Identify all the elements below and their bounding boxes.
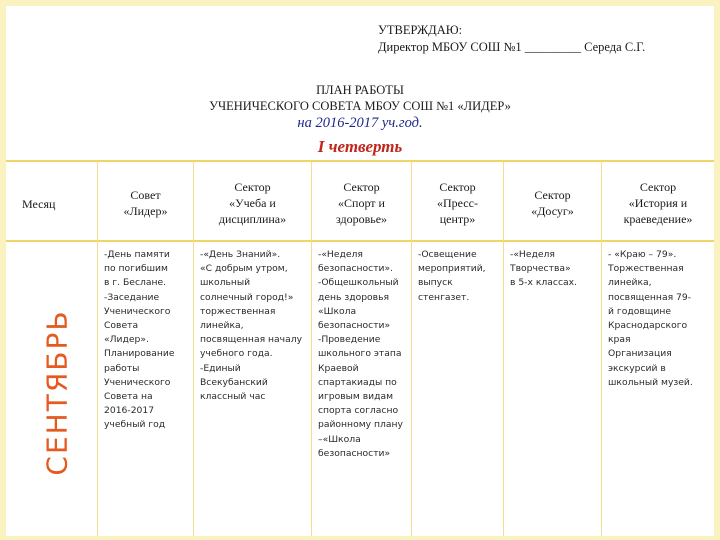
sport-sector-cell: -«Неделя безопасности». -Общешкольный день здоровья «Школа безопасности» -Проведение школьного этапа Краевой спартакиады по игровым видам спорта согласно районному плану –«Школа безопасности» xyxy=(312,242,412,536)
header-press-sector: Сектор «Пресс- центр» xyxy=(412,162,504,242)
header-month: Месяц xyxy=(6,162,98,242)
header-sport-sector: Сектор «Спорт и здоровье» xyxy=(312,162,412,242)
leisure-sector-cell: -«Неделя Творчества» в 5-х классах. xyxy=(504,242,602,536)
council-cell: -День памяти по погибшим в г. Беслане. -Заседание Ученического Совета «Лидер». Планирование работы Ученического Совета на 2016-2017 учебный год xyxy=(98,242,194,536)
month-name: СЕНТЯБРЬ xyxy=(40,308,74,476)
approval-signature-line: Директор МБОУ СОШ №1 _________ Середа С.Г. xyxy=(378,40,646,54)
press-sector-cell: -Освещение мероприятий, выпуск стенгазет. xyxy=(412,242,504,536)
header-study-sector: Сектор «Учеба и дисциплина» xyxy=(194,162,312,242)
plan-subtitle: УЧЕНИЧЕСКОГО СОВЕТА МБОУ СОШ №1 «ЛИДЕР» xyxy=(209,99,511,113)
history-sector-cell: - «Краю – 79». Торжественная линейка, посвященная 79- й годовщине Краснодарского края Организация экскурсий в школьный музей. xyxy=(608,249,693,388)
header-leisure-sector: Сектор «Досуг» xyxy=(504,162,602,242)
approval-heading: УТВЕРЖДАЮ: xyxy=(378,23,463,37)
quarter-title: I четверть xyxy=(317,137,403,156)
header-council: Совет «Лидер» xyxy=(98,162,194,242)
study-sector-cell: -«День Знаний». «С добрым утром, школьный солнечный город!» торжественная линейка, посвященная началу учебного года. -Единый Всекубанский классный час xyxy=(194,242,312,536)
plan-title: ПЛАН РАБОТЫ xyxy=(316,83,404,97)
approval-block xyxy=(378,22,645,56)
academic-year: на 2016-2017 уч.год. xyxy=(297,115,423,131)
month-vertical-label xyxy=(40,250,74,534)
header-history-sector: Сектор «История и краеведение» xyxy=(602,162,714,242)
plan-table xyxy=(6,160,714,536)
